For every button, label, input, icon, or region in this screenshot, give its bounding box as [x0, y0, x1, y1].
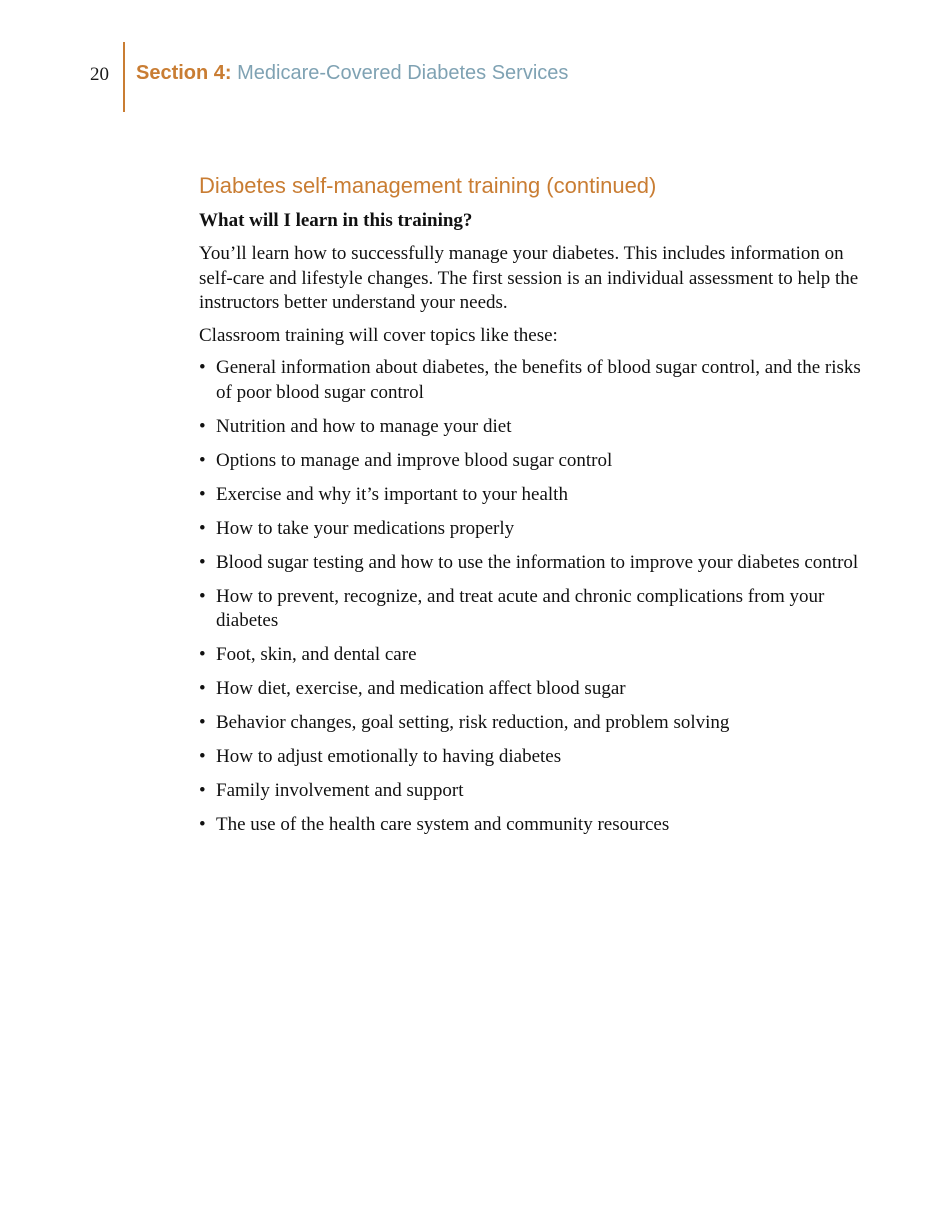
list-item	[199, 415, 864, 440]
list-item-text: How to adjust emotionally to having diabetes	[216, 746, 562, 767]
page-heading: Diabetes self-management training (continued)	[199, 173, 657, 198]
header-divider	[123, 42, 125, 112]
list-item	[199, 551, 864, 576]
list-item-text: How to prevent, recognize, and treat acute and chronic complications from your diabetes	[216, 585, 825, 631]
list-item	[199, 711, 864, 736]
bullet: •	[199, 814, 206, 835]
bullet: •	[199, 678, 206, 699]
page-number: 20	[90, 64, 109, 85]
bullet: •	[199, 746, 206, 767]
bullet: •	[199, 712, 206, 733]
list-item-text: General information about diabetes, the benefits of blood sugar control, and the risks of poor blood sugar control	[216, 357, 861, 403]
list-item-text: Family involvement and support	[216, 780, 464, 801]
list-item	[199, 677, 864, 702]
list-item	[199, 483, 864, 508]
list-item-text: Nutrition and how to manage your diet	[216, 415, 512, 437]
list-item-text: How diet, exercise, and medication affect blood sugar	[216, 678, 626, 699]
bullet: •	[199, 415, 206, 437]
section-label: Section 4:	[136, 62, 232, 84]
bullet: •	[199, 644, 206, 665]
list-item	[199, 356, 864, 405]
list-item-text: Foot, skin, and dental care	[216, 644, 417, 665]
bullet: •	[199, 483, 206, 505]
section-title: Medicare-Covered Diabetes Services	[237, 62, 569, 84]
subheading: What will I learn in this training?	[199, 210, 473, 231]
list-item	[199, 745, 864, 770]
topics-list	[199, 356, 864, 838]
bullet: •	[199, 449, 206, 471]
list-item	[199, 517, 864, 542]
intro-paragraph: You’ll learn how to successfully manage your diabetes. This includes information on self-care and lifestyle changes. The first session is an individual assessment to help the instructors better understand your needs.	[199, 243, 859, 313]
list-item-text: Exercise and why it’s important to your health	[216, 483, 568, 505]
bullet: •	[199, 357, 206, 378]
bullet: •	[199, 780, 206, 801]
list-item	[199, 643, 864, 668]
list-item-text: The use of the health care system and community resources	[216, 814, 670, 835]
list-item-text: How to take your medications properly	[216, 517, 515, 539]
bullet: •	[199, 585, 206, 607]
page-content	[199, 172, 864, 847]
list-item-text: Options to manage and improve blood sugar control	[216, 449, 613, 471]
list-item	[199, 585, 864, 634]
list-item	[199, 813, 864, 838]
list-item	[199, 449, 864, 474]
topics-intro: Classroom training will cover topics like these:	[199, 324, 558, 346]
list-item-text: Behavior changes, goal setting, risk reduction, and problem solving	[216, 712, 730, 733]
list-item	[199, 779, 864, 804]
bullet: •	[199, 517, 206, 539]
section-header	[136, 62, 568, 85]
list-item-text: Blood sugar testing and how to use the information to improve your diabetes control	[216, 551, 859, 573]
bullet: •	[199, 551, 206, 573]
